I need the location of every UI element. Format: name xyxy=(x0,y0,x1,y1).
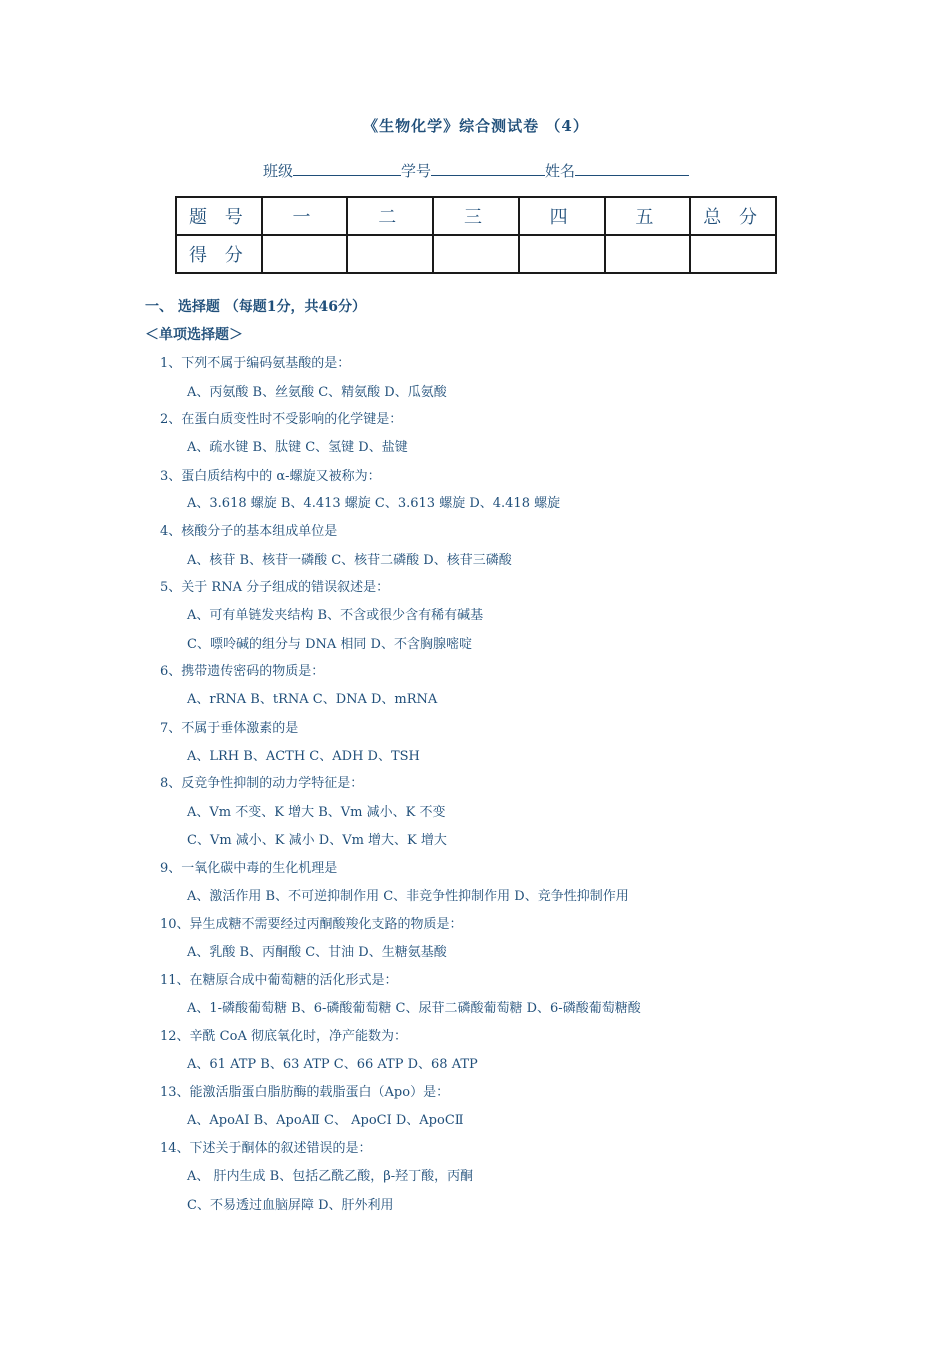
question-options: A、1-磷酸葡萄糖 B、6-磷酸葡萄糖 C、尿苷二磷酸葡萄糖 D、6-磷酸葡萄糖酸 xyxy=(187,1001,641,1016)
question-text: 11、在糖原合成中葡萄糖的活化形式是： xyxy=(160,973,398,988)
question-text: 7、不属于垂体激素的是 xyxy=(160,721,299,736)
score-header-cell: 总 分 xyxy=(690,197,776,235)
question-options: C、嘌呤碱的组分与 DNA 相同 D、不含胸腺嘧啶 xyxy=(187,637,472,652)
score-cell[interactable] xyxy=(262,235,348,273)
score-cell[interactable] xyxy=(433,235,519,273)
student-info-line xyxy=(0,160,952,181)
question-options: A、激活作用 B、不可逆抑制作用 C、非竞争性抑制作用 D、竞争性抑制作用 xyxy=(187,889,629,904)
score-table xyxy=(175,196,777,274)
score-row-label: 得 分 xyxy=(176,235,262,273)
name-blank[interactable] xyxy=(575,161,689,176)
score-cell[interactable] xyxy=(605,235,691,273)
question-options: A、61 ATP B、63 ATP C、66 ATP D、68 ATP xyxy=(187,1057,478,1072)
score-header-cell: 一 xyxy=(262,197,348,235)
question-text: 10、异生成糖不需要经过丙酮酸羧化支路的物质是： xyxy=(160,917,463,932)
question-text: 4、核酸分子的基本组成单位是 xyxy=(160,524,338,539)
score-header-cell: 二 xyxy=(347,197,433,235)
class-label: 班级 xyxy=(262,162,293,180)
score-header-cell: 三 xyxy=(433,197,519,235)
question-options: A、ApoAⅠ B、ApoAⅡ C、 ApoCⅠ D、ApoCⅡ xyxy=(187,1113,464,1128)
question-text: 2、在蛋白质变性时不受影响的化学键是： xyxy=(160,412,403,427)
question-options: C、不易透过血脑屏障 D、肝外利用 xyxy=(187,1198,394,1213)
name-label: 姓名 xyxy=(545,162,576,180)
score-cell[interactable] xyxy=(347,235,433,273)
class-blank[interactable] xyxy=(293,161,401,176)
question-text: 3、蛋白质结构中的 α-螺旋又被称为： xyxy=(160,469,381,484)
question-text: 12、辛酰 CoA 彻底氧化时，净产能数为： xyxy=(160,1029,407,1044)
score-header-cell: 题 号 xyxy=(176,197,262,235)
question-options: A、rRNA B、tRNA C、DNA D、mRNA xyxy=(187,692,438,707)
question-options: A、乳酸 B、丙酮酸 C、甘油 D、生糖氨基酸 xyxy=(187,945,447,960)
question-text: 13、能激活脂蛋白脂肪酶的载脂蛋白（Apo）是： xyxy=(160,1085,450,1100)
question-options: A、LRH B、ACTH C、ADH D、TSH xyxy=(187,749,420,764)
question-text: 8、反竞争性抑制的动力学特征是： xyxy=(160,776,364,791)
score-table-header-row xyxy=(176,197,776,235)
score-cell[interactable] xyxy=(519,235,605,273)
section-subheading: ＜单项选择题＞ xyxy=(145,327,243,343)
question-options: A、丙氨酸 B、丝氨酸 C、精氨酸 D、瓜氨酸 xyxy=(187,385,447,400)
score-header-cell: 四 xyxy=(519,197,605,235)
question-text: 1、下列不属于编码氨基酸的是： xyxy=(160,356,351,371)
question-text: 9、一氧化碳中毒的生化机理是 xyxy=(160,861,338,876)
question-options: A、核苷 B、核苷一磷酸 C、核苷二磷酸 D、核苷三磷酸 xyxy=(187,553,512,568)
question-text: 6、携带遗传密码的物质是： xyxy=(160,664,325,679)
question-options: A、 肝内生成 B、包括乙酰乙酸，β-羟丁酸，丙酮 xyxy=(187,1169,474,1184)
question-options: A、疏水键 B、肽键 C、氢键 D、盐键 xyxy=(187,440,408,455)
question-options: C、Vm 减小、K 减小 D、Vm 增大、K 增大 xyxy=(187,833,447,848)
score-header-cell: 五 xyxy=(605,197,691,235)
section-heading: 一、 选择题 （每题1分，共46分） xyxy=(145,299,366,315)
score-cell[interactable] xyxy=(690,235,776,273)
question-options: A、可有单链发夹结构 B、不含或很少含有稀有碱基 xyxy=(187,608,484,623)
question-text: 5、关于 RNA 分子组成的错误叙述是： xyxy=(160,580,390,595)
student-id-blank[interactable] xyxy=(431,161,545,176)
question-options: A、Vm 不变、K 增大 B、Vm 减小、K 不变 xyxy=(187,805,446,820)
student-id-label: 学号 xyxy=(400,162,431,180)
question-options: A、3.618 螺旋 B、4.413 螺旋 C、3.613 螺旋 D、4.418 螺旋 xyxy=(187,496,561,511)
page-title: 《生物化学》综合测试卷 （4） xyxy=(363,117,589,135)
question-text: 14、下述关于酮体的叙述错误的是： xyxy=(160,1141,372,1156)
score-table-score-row xyxy=(176,235,776,273)
